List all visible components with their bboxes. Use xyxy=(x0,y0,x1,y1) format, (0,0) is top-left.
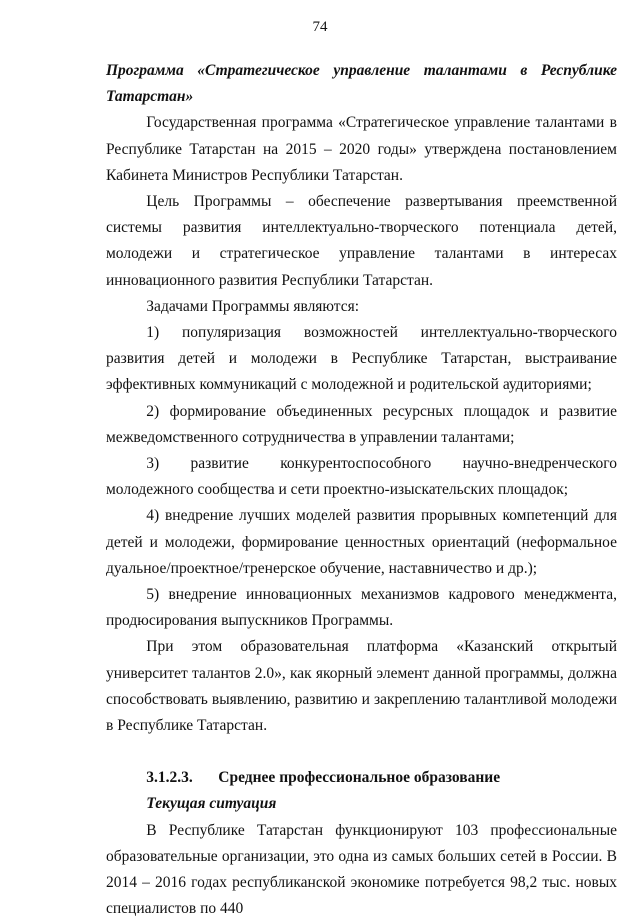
page-number: 74 xyxy=(312,19,328,35)
list-item: 4) внедрение лучших моделей развития прорывных компетенций для детей и молодежи, формирование ценностных ориентаций (неформальное дуальное/проектное/тренерское обучение, наставничество и др.); xyxy=(106,507,617,577)
section-heading xyxy=(106,765,617,791)
list-item: 3) развитие конкурентоспособного научно-внедренческого молодежного сообщества и сети проектно-изыскательских площадок; xyxy=(106,455,617,499)
paragraph: Задачами Программы являются: xyxy=(146,297,360,315)
paragraph: Цель Программы – обеспечение развертывания преемственной системы развития интеллектуально-творческого потенциала детей, молодежи и стратегическое управление талантами в интересах инновационного развития Республики Татарстан. xyxy=(106,193,617,289)
list-item: 1) популяризация возможностей интеллектуально-творческого развития детей и молодежи в Республике Татарстан, выстраивание эффективных коммуникаций с молодежной и родительской аудиториями; xyxy=(106,324,617,394)
paragraph: При этом образовательная платформа «Казанский открытый университет талантов 2.0», как якорный элемент данной программы, должна способствовать выявлению, развитию и закреплению талантливой молодежи в Республике Татарстан. xyxy=(106,638,617,735)
list-item: 2) формирование объединенных ресурсных площадок и развитие межведомственного сотрудничества в управлении талантами; xyxy=(106,402,617,446)
program-title: Программа «Стратегическое управление талантами в Республике Татарстан» xyxy=(106,62,617,106)
section-number: 3.1.2.3. xyxy=(146,769,193,787)
subsection-heading: Текущая ситуация xyxy=(146,795,277,813)
paragraph: Государственная программа «Стратегическое управление талантами в Республике Татарстан на 2015 – 2020 годы» утверждена постановлением Кабинета Министров Республики Татарстан. xyxy=(106,114,617,184)
page-body xyxy=(106,58,617,923)
section-title: Среднее профессиональное образование xyxy=(218,769,501,787)
list-item: 5) внедрение инновационных механизмов кадрового менеджмента, продюсирования выпускников Программы. xyxy=(106,586,617,630)
paragraph: В Республике Татарстан функционируют 103 профессиональные образовательные организации, это одна из самых больших сетей в России. В 2014 – 2016 годах республиканской экономике потребуется 98,2 тыс. новых специалистов по 440 xyxy=(106,821,617,918)
